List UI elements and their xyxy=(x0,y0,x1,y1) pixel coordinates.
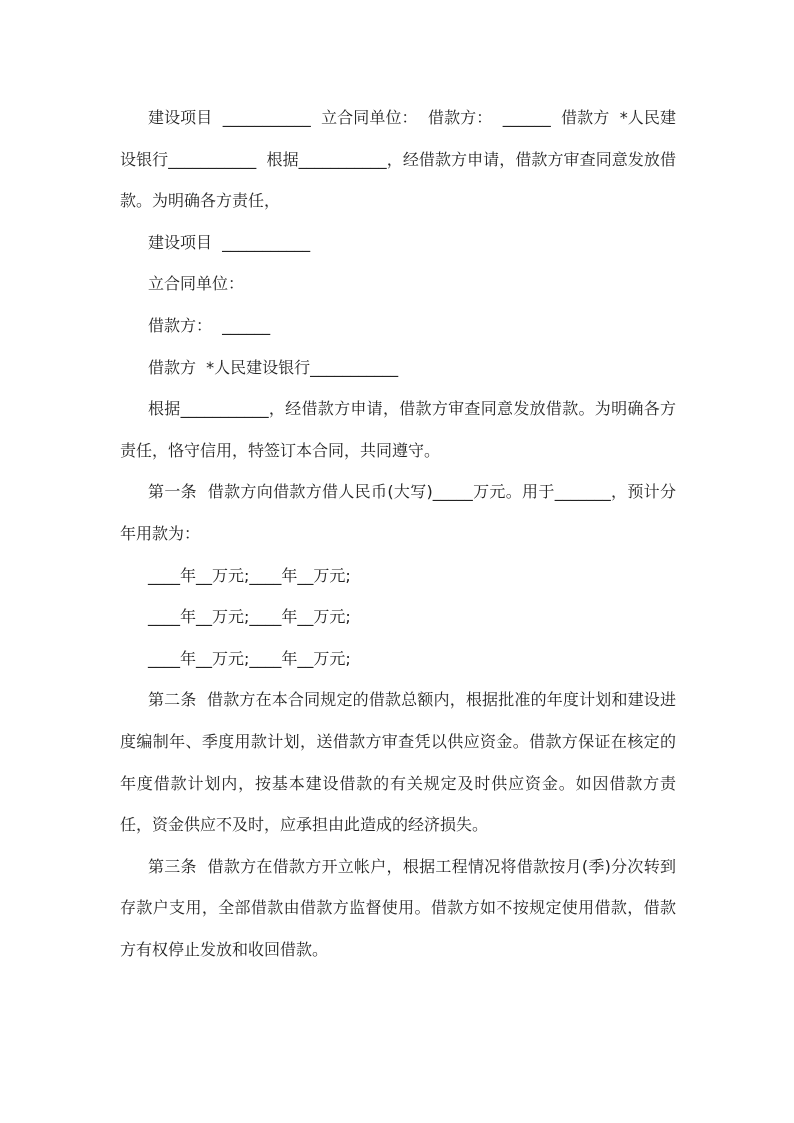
document-page xyxy=(120,97,676,970)
paragraph-lender: 借款方 *人民建设银行___________ xyxy=(148,357,399,377)
paragraph-borrower: 借款方： ______ xyxy=(148,315,271,335)
paragraph-article-2: 第二条 借款方在本合同规定的借款总额内，根据批准的年度计划和建设进度编制年、季度用款计划，送借款方审查凭以供应资金。借款方保证在核定的年度借款计划内，按基本建设借款的有关规定及时供应资金。如因借款方责任，资金供应不及时，应承担由此造成的经济损失。 xyxy=(120,690,676,835)
paragraph-yearly-amount-1: ____年__万元;____年__万元; xyxy=(148,565,351,585)
paragraph-yearly-amount-2: ____年__万元;____年__万元; xyxy=(148,607,351,627)
paragraph-header-summary: 建设项目 ___________ 立合同单位： 借款方： ______ 借款方 *人民建设银行___________ 根据___________，经借款方申请，借款方审查同意发放借款。为明确各方责任， xyxy=(120,108,676,211)
paragraph-project: 建设项目 ___________ xyxy=(148,232,311,252)
paragraph-article-1: 第一条 借款方向借款方借人民币(大写)_____万元。用于_______，预计分年用款为： xyxy=(120,482,676,543)
paragraph-preamble: 根据___________，经借款方申请，借款方审查同意发放借款。为明确各方责任，恪守信用，特签订本合同，共同遵守。 xyxy=(120,399,676,460)
paragraph-yearly-amount-3: ____年__万元;____年__万元; xyxy=(148,648,351,668)
paragraph-contract-parties: 立合同单位： xyxy=(148,274,245,294)
paragraph-article-3: 第三条 借款方在借款方开立帐户，根据工程情况将借款按月(季)分次转到存款户支用，全部借款由借款方监督使用。借款方如不按规定使用借款，借款方有权停止发放和收回借款。 xyxy=(120,856,676,959)
